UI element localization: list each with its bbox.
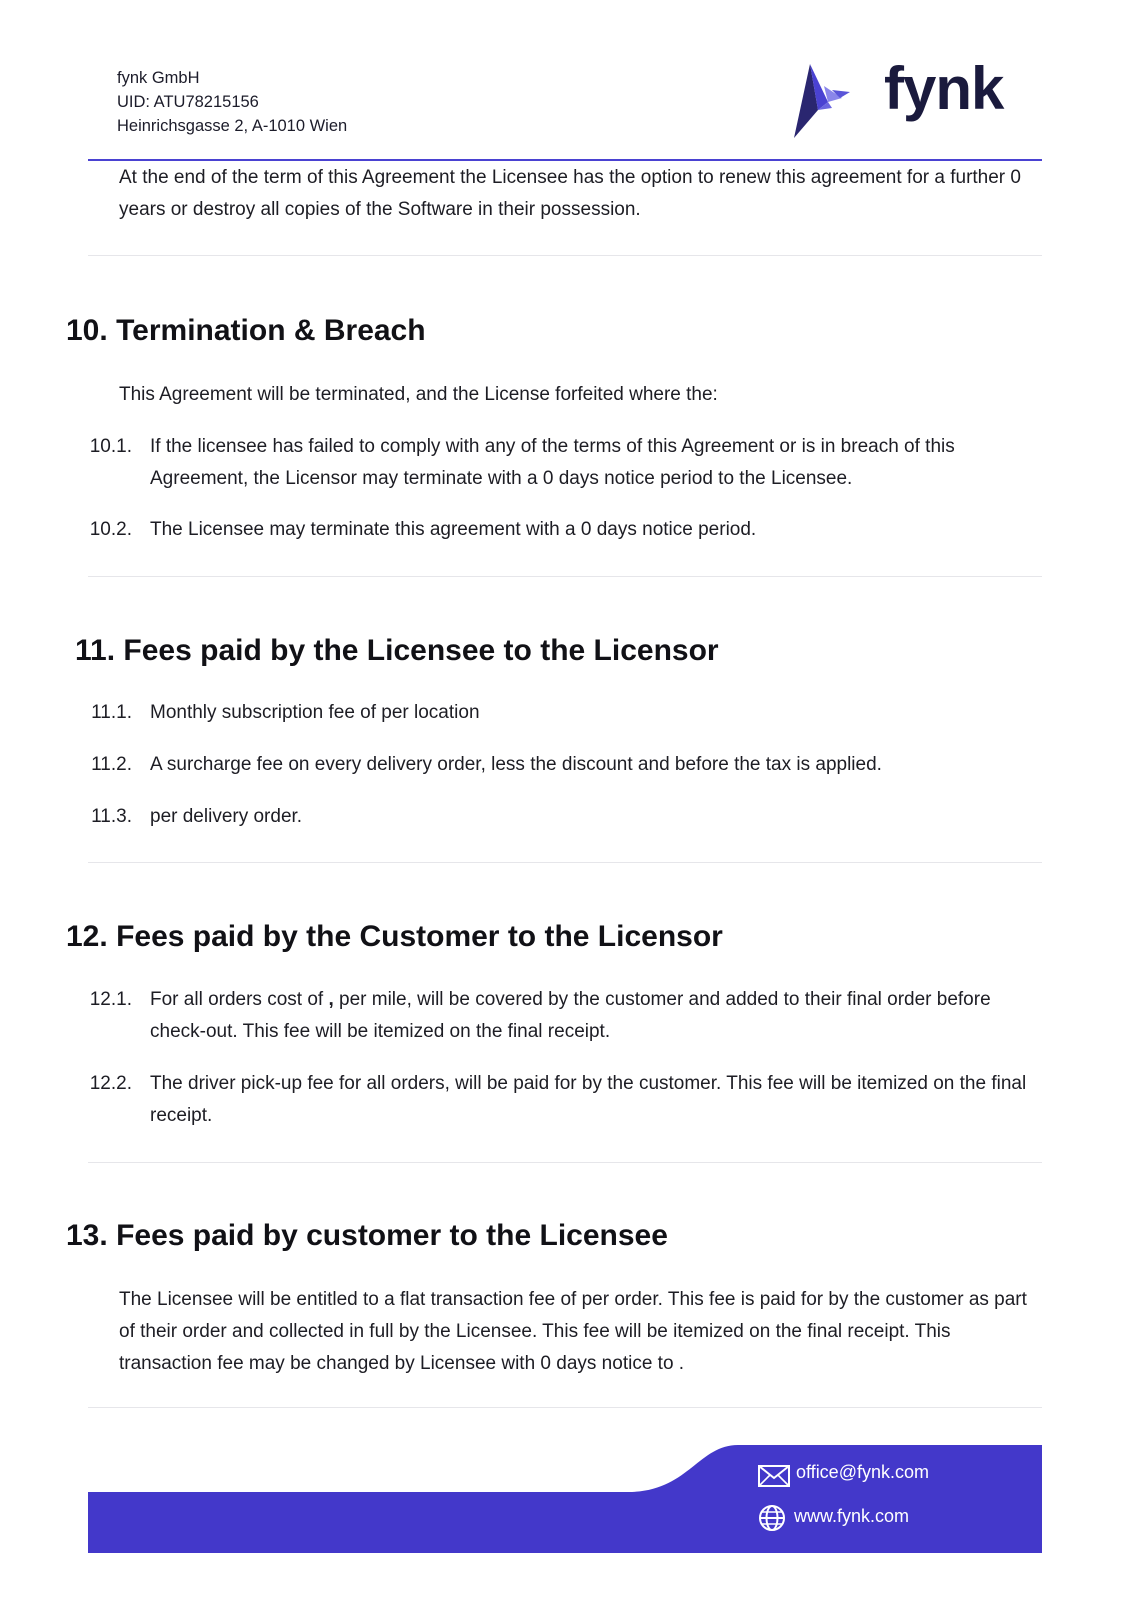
section-divider (88, 255, 1042, 256)
company-name: fynk GmbH (117, 69, 200, 87)
section-divider (88, 1407, 1042, 1408)
section-13-body: The Licensee will be entitled to a flat transaction fee of per order. This fee is paid for by the customer as part of their order and collected in full by the Licensee. This fee will be itemized on the final receipt. This transaction fee may be changed by Licensee with 0 days notice to . (119, 1289, 1027, 1374)
section-divider (88, 862, 1042, 863)
section-number: 11. (75, 634, 116, 667)
clause-number: 11.3. (91, 806, 132, 827)
section-title: Fees paid by the Licensee to the Licensor (123, 634, 719, 667)
clause-text-bold: , (328, 989, 334, 1010)
clause-number: 10.1. (89, 436, 132, 457)
section-10-heading (66, 314, 426, 348)
company-uid: UID: ATU78215156 (117, 93, 259, 111)
section-divider (88, 1162, 1042, 1163)
clause-text: Monthly subscription fee of per location (150, 702, 480, 723)
bird-logo-icon (788, 62, 858, 142)
intro-paragraph: At the end of the term of this Agreement the Licensee has the option to renew this agreement for a further 0 years or destroy all copies of the Software in their possession. (119, 167, 1021, 220)
globe-icon (758, 1504, 786, 1532)
company-address: Heinrichsgasse 2, A-1010 Wien (117, 117, 348, 135)
clause-number: 12.1. (89, 989, 132, 1010)
clause-text: The driver pick-up fee for all orders, will be paid for by the customer. This fee will be itemized on the final receipt. (150, 1073, 1027, 1126)
clause-text-part: For all orders cost of (150, 989, 329, 1010)
clause-text-part: per mile, will be covered by the customer and added to their final order before check-out. This fee will be itemized on the final receipt. (150, 989, 991, 1042)
clause-number: 11.2. (91, 754, 132, 775)
clause-text: The Licensee may terminate this agreement with a 0 days notice period. (150, 519, 757, 540)
clause-number: 11.1. (91, 702, 132, 723)
footer-website[interactable]: www.fynk.com (794, 1506, 910, 1526)
section-number: 13. (66, 1219, 108, 1252)
clause-number: 12.2. (89, 1073, 132, 1094)
section-title: Termination & Breach (116, 314, 426, 347)
company-info (117, 66, 347, 138)
section-title: Fees paid by customer to the Licensee (116, 1219, 668, 1252)
footer-email[interactable]: office@fynk.com (796, 1462, 929, 1482)
section-number: 10. (66, 314, 108, 347)
fynk-logo (808, 55, 1013, 144)
envelope-icon (758, 1465, 790, 1487)
clause-text: If the licensee has failed to comply with any of the terms of this Agreement or is in breach of this Agreement, the Licensor may terminate with a 0 days notice period to the Licensee. (150, 436, 955, 489)
header-rule (88, 159, 1042, 161)
clause-text: per delivery order. (150, 806, 303, 827)
clause-text: A surcharge fee on every delivery order, less the discount and before the tax is applied. (150, 754, 882, 775)
section-12-heading (66, 920, 723, 954)
section-10-lead: This Agreement will be terminated, and the License forfeited where the: (119, 384, 718, 405)
clause-number: 10.2. (89, 519, 132, 540)
section-divider (88, 576, 1042, 577)
clause-text (150, 984, 1050, 1048)
section-number: 12. (66, 920, 108, 953)
section-title: Fees paid by the Customer to the Licensor (116, 920, 723, 953)
logo-wordmark: fynk (884, 55, 1004, 122)
section-11-heading (75, 634, 719, 668)
section-13-heading (66, 1219, 668, 1253)
